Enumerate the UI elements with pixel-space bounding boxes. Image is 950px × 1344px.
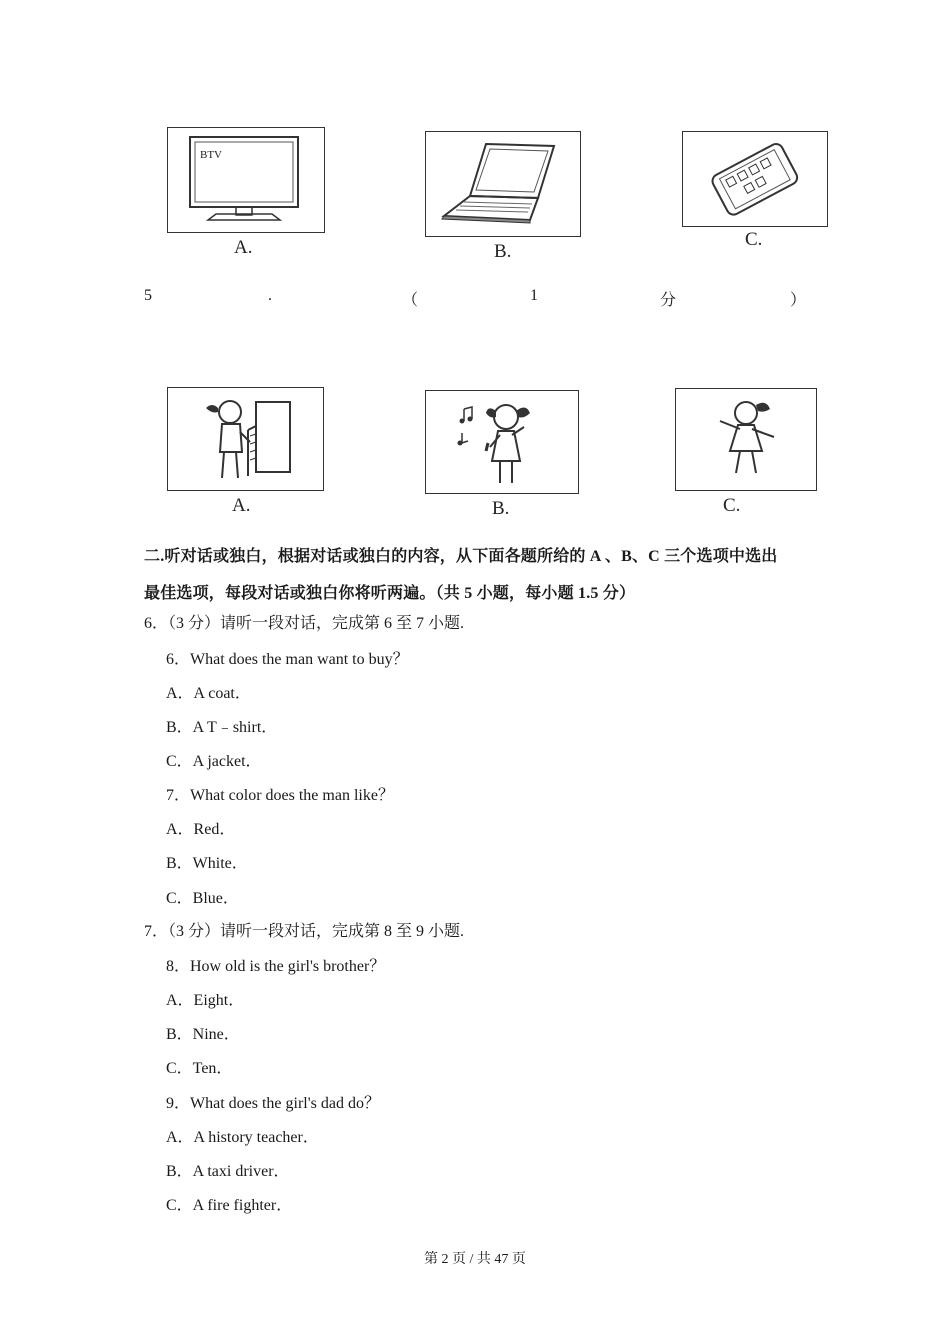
picture-laptop xyxy=(425,131,581,237)
laptop-icon xyxy=(426,132,579,235)
option-8b: B．Nine． xyxy=(166,1026,240,1043)
caption-1b: B. xyxy=(494,241,512,262)
option-7c: C．Blue． xyxy=(166,890,239,907)
caption-2c: C. xyxy=(723,495,741,516)
question-5-open-paren: （ xyxy=(402,292,419,309)
question-5-unit: 分 xyxy=(660,292,677,309)
question-5-number: 5 xyxy=(144,287,152,304)
tv-screen-text: BTV xyxy=(200,149,222,161)
picture-tv xyxy=(167,127,325,233)
question-5-close-paren: ） xyxy=(790,292,807,309)
question-9: 9．What does the girl's dad do？ xyxy=(166,1095,380,1112)
question-5-dot: . xyxy=(268,287,272,304)
option-7a: A．Red． xyxy=(166,821,236,838)
question-group-6: 6．（3 分）请听一段对话，完成第 6 至 7 小题. xyxy=(144,615,465,632)
section-2-heading-line2: 最佳选项，每段对话或独白你将听两遍。（共 5 小题，每小题 1.5 分） xyxy=(144,585,636,602)
caption-2a: A. xyxy=(232,495,251,516)
option-6c: C．A jacket． xyxy=(166,753,262,770)
caption-1a: A. xyxy=(234,237,253,258)
option-9b: B．A taxi driver． xyxy=(166,1163,290,1180)
page-footer: 第 2 页 / 共 47 页 xyxy=(424,1252,526,1267)
caption-1c: C. xyxy=(745,229,763,250)
section-2-heading-line1: 二.听对话或独白，根据对话或独白的内容，从下面各题所给的 A 、B、C 三个选项中选出 xyxy=(144,548,778,565)
option-6a: A．A coat． xyxy=(166,685,251,702)
option-9c: C．A fire fighter． xyxy=(166,1197,293,1214)
girl-singing-icon xyxy=(426,391,577,492)
option-8c: C．Ten． xyxy=(166,1060,233,1077)
girl-playing-piano-icon xyxy=(168,388,322,489)
picture-phone xyxy=(682,131,828,227)
picture-girl-dancing xyxy=(675,388,817,491)
question-7: 7．What color does the man like？ xyxy=(166,787,394,804)
question-5-score: 1 xyxy=(530,287,538,304)
smartphone-icon xyxy=(683,132,826,225)
caption-2b: B. xyxy=(492,498,510,519)
option-8a: A．Eight． xyxy=(166,992,245,1009)
picture-girl-singing xyxy=(425,390,579,494)
option-7b: B．White． xyxy=(166,855,248,872)
option-9a: A．A history teacher． xyxy=(166,1129,319,1146)
question-6: 6．What does the man want to buy？ xyxy=(166,651,409,668)
tv-icon xyxy=(168,128,323,231)
girl-dancing-icon xyxy=(676,389,815,489)
question-8: 8．How old is the girl's brother？ xyxy=(166,958,386,975)
option-6b: B．A T﹣shirt． xyxy=(166,719,278,736)
question-group-7: 7．（3 分）请听一段对话，完成第 8 至 9 小题. xyxy=(144,923,465,940)
picture-girl-piano xyxy=(167,387,324,491)
